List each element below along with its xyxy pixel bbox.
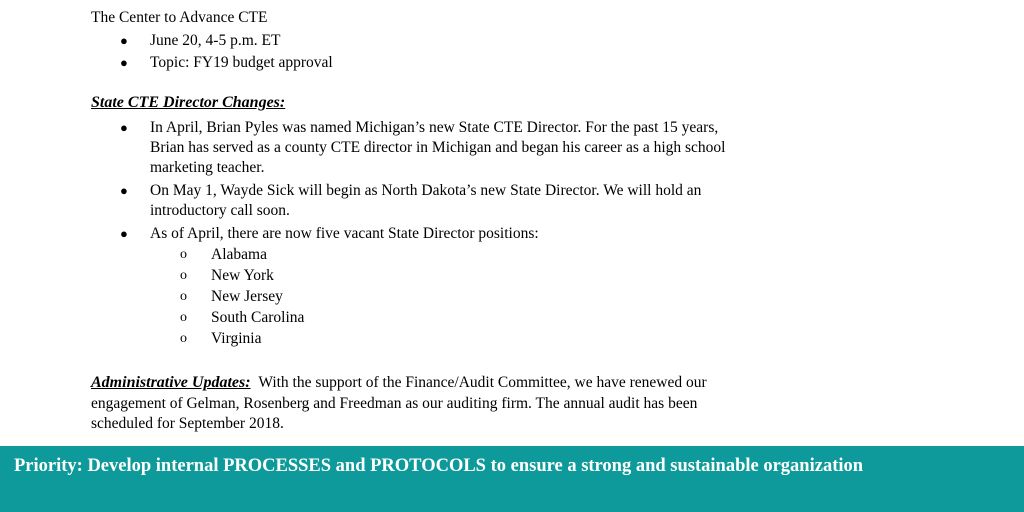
sub-bullet-circle: o xyxy=(180,289,187,304)
vacancy-state: Virginia xyxy=(211,330,262,347)
admin-updates-line: scheduled for September 2018. xyxy=(91,415,284,432)
meeting-topic: Topic: FY19 budget approval xyxy=(150,54,333,71)
vacancy-state: South Carolina xyxy=(211,309,305,326)
director-change-line: marketing teacher. xyxy=(150,159,265,176)
org-name: The Center to Advance CTE xyxy=(91,9,268,26)
bullet-dot: ● xyxy=(120,33,128,48)
bullet-dot: ● xyxy=(120,55,128,70)
section-heading-admin-updates: Administrative Updates: xyxy=(91,374,251,391)
bullet-dot: ● xyxy=(120,183,128,198)
director-change-line: On May 1, Wayde Sick will begin as North Dakota’s new State Director. We will hold an xyxy=(150,182,702,199)
director-change-line: Brian has served as a county CTE director in Michigan and began his career as a high school xyxy=(150,139,726,156)
director-change-line: As of April, there are now five vacant State Director positions: xyxy=(150,225,539,242)
priority-banner xyxy=(0,446,1024,512)
vacancy-state: Alabama xyxy=(211,246,267,263)
vacancy-state: New York xyxy=(211,267,274,284)
meeting-date: June 20, 4-5 p.m. ET xyxy=(150,32,281,49)
sub-bullet-circle: o xyxy=(180,310,187,325)
admin-updates-line: engagement of Gelman, Rosenberg and Freedman as our auditing firm. The annual audit has been xyxy=(91,395,698,412)
priority-banner-text: Priority: Develop internal PROCESSES and PROTOCOLS to ensure a strong and sustainable organization xyxy=(14,456,864,476)
sub-bullet-circle: o xyxy=(180,331,187,346)
vacancy-state: New Jersey xyxy=(211,288,283,305)
bullet-dot: ● xyxy=(120,226,128,241)
admin-updates-text: With the support of the Finance/Audit Committee, we have renewed our xyxy=(258,374,707,391)
director-change-line: introductory call soon. xyxy=(150,202,290,219)
sub-bullet-circle: o xyxy=(180,247,187,262)
director-change-line: In April, Brian Pyles was named Michigan’s new State CTE Director. For the past 15 years, xyxy=(150,119,719,136)
section-heading-director-changes: State CTE Director Changes: xyxy=(91,94,286,111)
sub-bullet-circle: o xyxy=(180,268,187,283)
bullet-dot: ● xyxy=(120,120,128,135)
admin-updates-line xyxy=(91,373,707,392)
